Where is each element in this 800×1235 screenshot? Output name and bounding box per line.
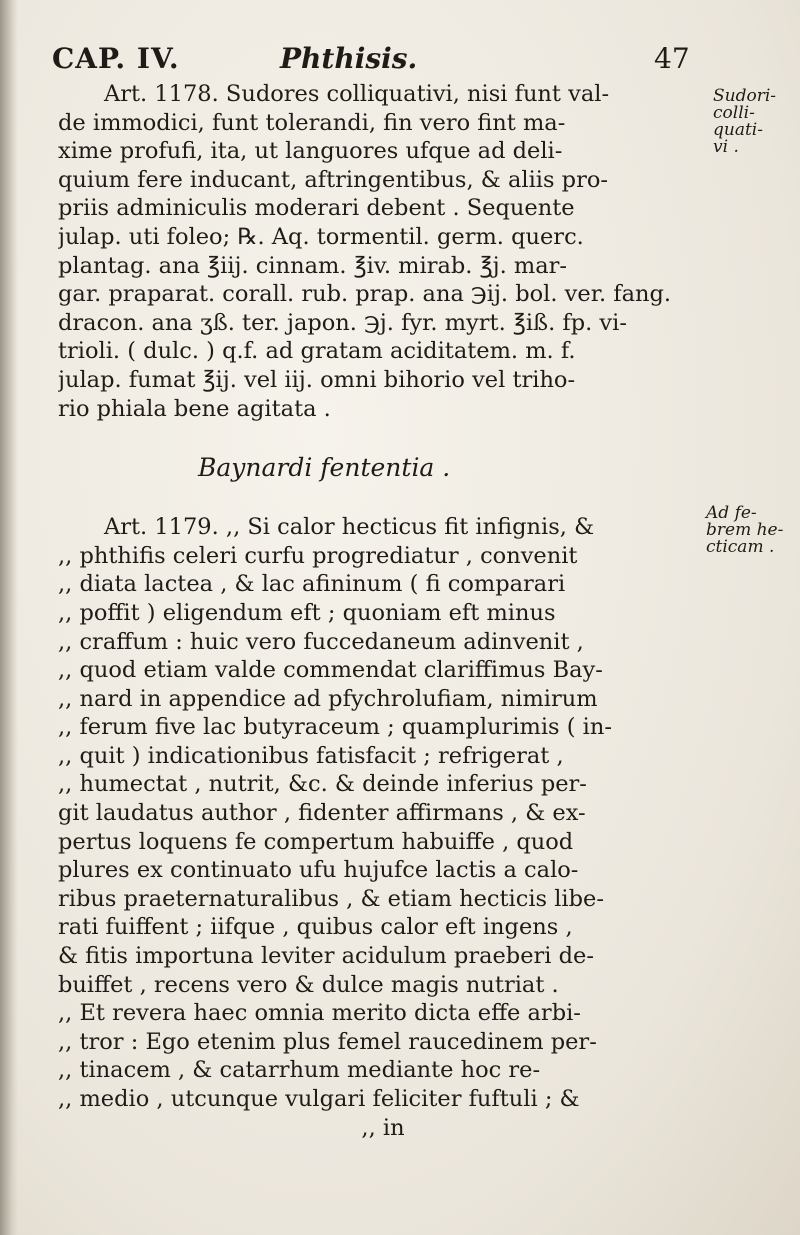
text-line: rio phiala bene agitata . <box>58 395 331 422</box>
margin-note-line: colli- <box>713 103 755 123</box>
text-line: ,, medio , utcunque vulgari feliciter fuftuli ; & <box>58 1086 580 1112</box>
chapter-label: CAP. IV. <box>52 42 180 75</box>
text-line: quium fere inducant, aftringentibus, & aliis pro- <box>58 166 608 193</box>
text-line: julap. uti foleo; ℞. Aq. tormentil. germ. querc. <box>58 223 584 250</box>
margin-note-line: quati- <box>713 120 763 140</box>
spacer <box>58 485 708 513</box>
text-line: plantag. ana ℥iij. cinnam. ℥iv. mirab. ℥j. mar- <box>58 252 567 279</box>
section-title: Baynardi fententia . <box>198 453 451 483</box>
text-line: de immodici, funt tolerandi, fin vero fint ma- <box>58 109 566 136</box>
margin-note-line: brem he- <box>706 520 784 540</box>
text-line: ,, quod etiam valde commendat clariffimus Bay- <box>58 657 603 684</box>
text-line: & fitis importuna leviter acidulum praeberi de- <box>58 943 594 970</box>
text-line: rati fuiffent ; iifque , quibus calor eft ingens , <box>58 914 573 941</box>
article-1179 <box>58 513 708 1113</box>
text-line: ,, poffit ) eligendum eft ; quoniam eft minus <box>58 599 556 626</box>
catchword: ,, in <box>361 1114 405 1141</box>
text-line: Art. 1178. Sudores colliquativi, nisi funt val- <box>104 81 610 107</box>
margin-note-sudores <box>713 88 800 156</box>
text-line: ribus praeternaturalibus , & etiam hecticis libe- <box>58 885 604 912</box>
article-1178 <box>58 80 708 423</box>
text-line: ,, humectat , nutrit, &c. & deinde inferius per- <box>58 771 587 798</box>
page-number: 47 <box>654 42 690 75</box>
text-line: plures ex continuato ufu hujufce lactis a calo- <box>58 857 579 884</box>
text-line: ,, Et revera haec omnia merito dicta effe arbi- <box>58 1000 581 1027</box>
text-line: ,, ferum five lac butyraceum ; quamplurimis ( in- <box>58 714 612 741</box>
running-title: Phthisis. <box>280 42 418 75</box>
margin-note-line: vi . <box>713 137 739 157</box>
running-header <box>52 42 712 78</box>
text-line: xime profufi, ita, ut languores ufque ad deli- <box>58 138 563 165</box>
body-text <box>58 80 708 1142</box>
text-line: ,, nard in appendice ad pfychrolufiam, nimirum <box>58 685 598 712</box>
text-line: ,, craffum : huic vero fuccedaneum adinvenit , <box>58 628 584 655</box>
text-line: dracon. ana ʒß. ter. japon. ℈j. fyr. myrt. ℥iß. fp. vi- <box>58 309 627 336</box>
margin-note-febrem <box>706 505 796 556</box>
text-line: pertus loquens fe compertum habuiffe , quod <box>58 828 574 855</box>
text-line: ,, tinacem , & catarrhum mediante hoc re- <box>58 1057 541 1084</box>
text-line: git laudatus author , fidenter affirmans , & ex- <box>58 800 586 827</box>
book-gutter <box>0 0 18 1235</box>
text-line: ,, tror : Ego etenim plus femel raucedinem per- <box>58 1028 597 1055</box>
text-line: julap. fumat ℥ij. vel iij. omni bihorio vel triho- <box>58 366 576 393</box>
text-line: gar. praparat. corall. rub. prap. ana ℈ij. bol. ver. fang. <box>58 281 672 308</box>
margin-note-line: Ad fe- <box>706 503 757 523</box>
text-line: ,, phthifis celeri curfu progrediatur , convenit <box>58 542 578 569</box>
margin-note-line: cticam . <box>706 537 775 557</box>
text-line: ,, quit ) indicationibus fatisfacit ; refrigerat , <box>58 742 564 769</box>
text-line: priis adminiculis moderari debent . Sequente <box>58 195 575 222</box>
text-line: Art. 1179. ,, Si calor hecticus fit infignis, & <box>104 514 595 541</box>
text-line: trioli. ( dulc. ) q.f. ad gratam aciditatem. m. f. <box>58 338 576 365</box>
spacer <box>58 423 708 451</box>
text-line: ,, diata lactea , & lac afininum ( fi comparari <box>58 571 566 598</box>
text-line: buiffet , recens vero & dulce magis nutriat . <box>58 971 559 998</box>
margin-note-line: Sudori- <box>713 86 777 106</box>
